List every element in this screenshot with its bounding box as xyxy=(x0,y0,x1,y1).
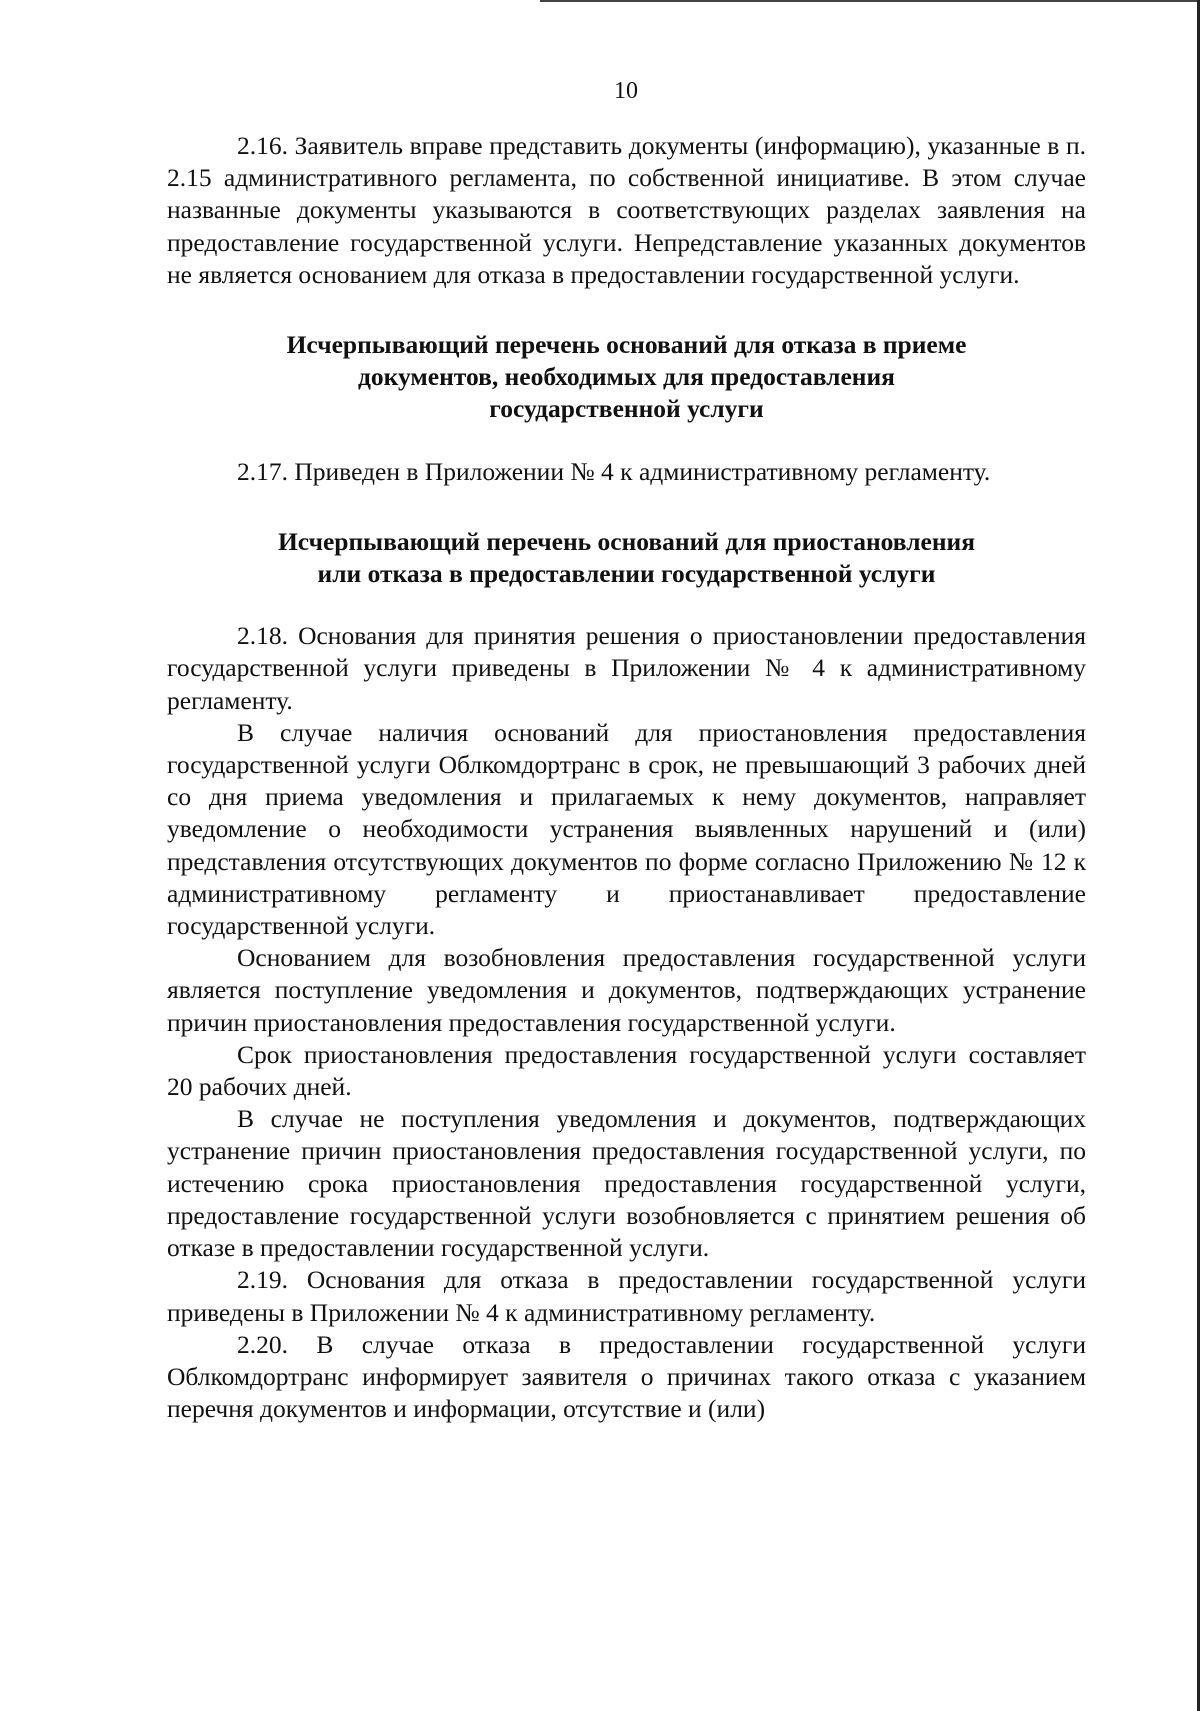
heading-line: документов, необходимых для предоставления xyxy=(358,362,895,392)
document-body xyxy=(167,130,1086,1425)
heading-line: Исчерпывающий перечень оснований для отказа в приеме xyxy=(286,330,967,360)
paragraph-no-notice-case: В случае не поступления уведомления и документов, подтверждающих устранение причин приостановления предоставления государственной услуги, по истечению срока приостановления предоставления государственной услуги, предоставление государственной услуги возобновляется с принятием решения об отказе в предоставлении государственной услуги. xyxy=(167,1104,1086,1263)
paragraph-2-19: 2.19. Основания для отказа в предоставлении государственной услуги приведены в Приложении № 4 к административному регламенту. xyxy=(167,1265,1086,1327)
scan-edge-top xyxy=(540,0,1200,2)
page-number: 10 xyxy=(614,78,638,104)
paragraph-suspension-term: Срок приостановления предоставления государственной услуги составляет 20 рабочих дней. xyxy=(167,1039,1086,1102)
heading-line: Исчерпывающий перечень оснований для приостановления xyxy=(277,526,976,556)
heading-line: или отказа в предоставлении государственной услуги xyxy=(317,559,936,589)
section-heading-suspension-refusal xyxy=(167,526,1086,590)
paragraph-resumption-basis: Основанием для возобновления предоставления государственной услуги является поступление уведомления и документов, подтверждающих устранение причин приостановления предоставления государственной услуги. xyxy=(167,943,1086,1037)
paragraph-2-18: 2.18. Основания для принятия решения о приостановлении предоставления государственной услуги приведены в Приложении № 4 к административному регламенту. xyxy=(167,621,1086,715)
paragraph-2-17: 2.17. Приведен в Приложении № 4 к административному регламенту. xyxy=(237,456,991,486)
paragraph-2-20: 2.20. В случае отказа в предоставлении государственной услуги Облкомдортранс информирует заявителя о причинах такого отказа с указанием перечня документов и информации, отсутствие и (или) xyxy=(167,1329,1086,1424)
section-heading-refusal-acceptance xyxy=(167,329,1086,426)
paragraph-suspension-case: В случае наличия оснований для приостановления предоставления государственной услуги Облкомдортранс в срок, не превышающий 3 рабочих дней со дня приема уведомления и прилагаемых к нему документов, направляет уведомление о необходимости устранения выявленных нарушений и (или) представления отсутствующих документов по форме согласно Приложению № 12 к административному регламенту и приостанавливает предоставление государственной услуги. xyxy=(167,717,1086,941)
paragraph-2-16: 2.16. Заявитель вправе представить документы (информацию), указанные в п. 2.15 административного регламента, по собственной инициативе. В этом случае названные документы указываются в соответствующих разделах заявления на предоставление государственной услуги. Непредставление указанных документов не является основанием для отказа в предоставлении государственной услуги. xyxy=(167,131,1086,289)
heading-line: государственной услуги xyxy=(489,394,764,424)
